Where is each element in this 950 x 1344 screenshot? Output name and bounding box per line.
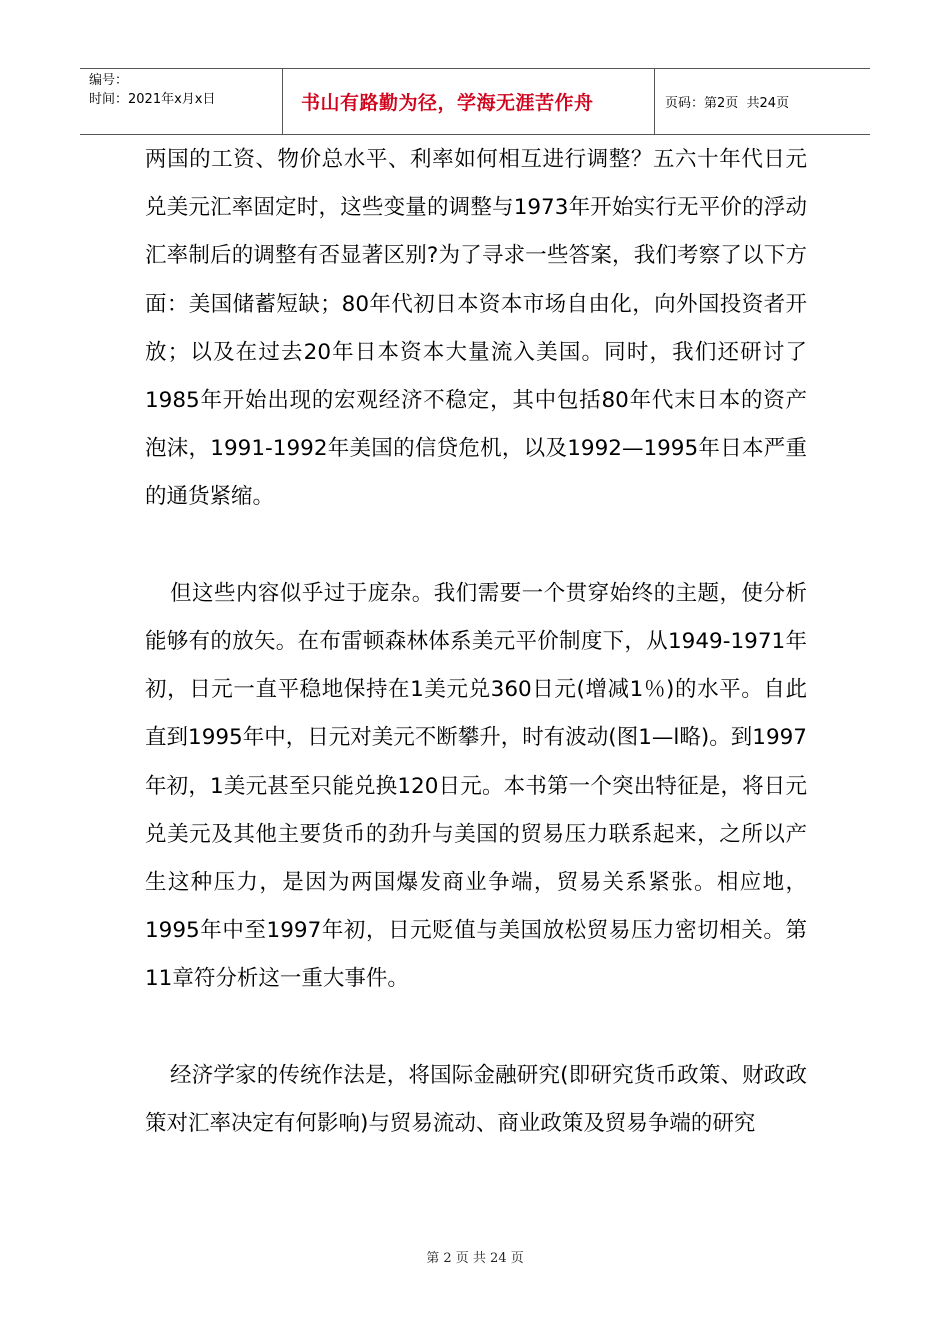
- document-time-label: 时间：2021年x月x日: [89, 92, 216, 107]
- page-count-label: 页码：第2页 共24页: [665, 96, 790, 111]
- header-motto: [282, 69, 655, 134]
- paragraph-spacer: [145, 1004, 807, 1052]
- header-meta: [80, 69, 282, 134]
- page-header: [80, 68, 870, 135]
- body-paragraph-1: 两国的工资、物价总水平、利率如何相互进行调整？五六十年代日元兑美元汇率固定时，这些变量的调整与1973年开始实行无平价的浮动汇率制后的调整有否显著区别?为了寻求一些答案，我们考察了以下方面：美国储蓄短缺；80年代初日本资本市场自由化，向外国投资者开放；以及在过去20年日本资本大量流入美国。同时，我们还研讨了1985年开始出现的宏观经济不稳定，其中包括80年代末日本的资产泡沫，1991-1992年美国的信贷危机，以及1992—1995年日本严重的通货紧缩。: [145, 147, 807, 510]
- body-paragraph-2: 但这些内容似乎过于庞杂。我们需要一个贯穿始终的主题，使分析能够有的放矢。在布雷顿森林体系美元平价制度下，从1949-1971年初，日元一直平稳地保持在1美元兑360日元(增减1％)的水平。自此直到1995年中，日元对美元不断攀升，时有波动(图1—l略)。到1997年初，1美元甚至只能兑换120日元。本书第一个突出特征是，将日元兑美元及其他主要货币的劲升与美国的贸易压力联系起来，之所以产生这种压力，是因为两国爆发商业争端，贸易关系紧张。相应地，1995年中至1997年初，日元贬值与美国放松贸易压力密切相关。第11章符分析这一重大事件。: [145, 580, 807, 992]
- body-paragraph-3: 经济学家的传统作法是，将国际金融研究(即研究货币政策、财政政策对汇率决定有何影响)与贸易流动、商业政策及贸易争端的研究: [145, 1062, 807, 1137]
- header-page-info: [655, 69, 870, 134]
- page-footer: [0, 1247, 950, 1266]
- motto-text: 书山有路勤为径，学海无涯苦作舟: [301, 92, 594, 114]
- paragraph-spacer: [145, 522, 807, 570]
- document-body: [145, 136, 807, 1148]
- footer-page-number: 第 2 页 共 24 页: [426, 1251, 524, 1266]
- document-number-label: 编号：: [89, 73, 129, 88]
